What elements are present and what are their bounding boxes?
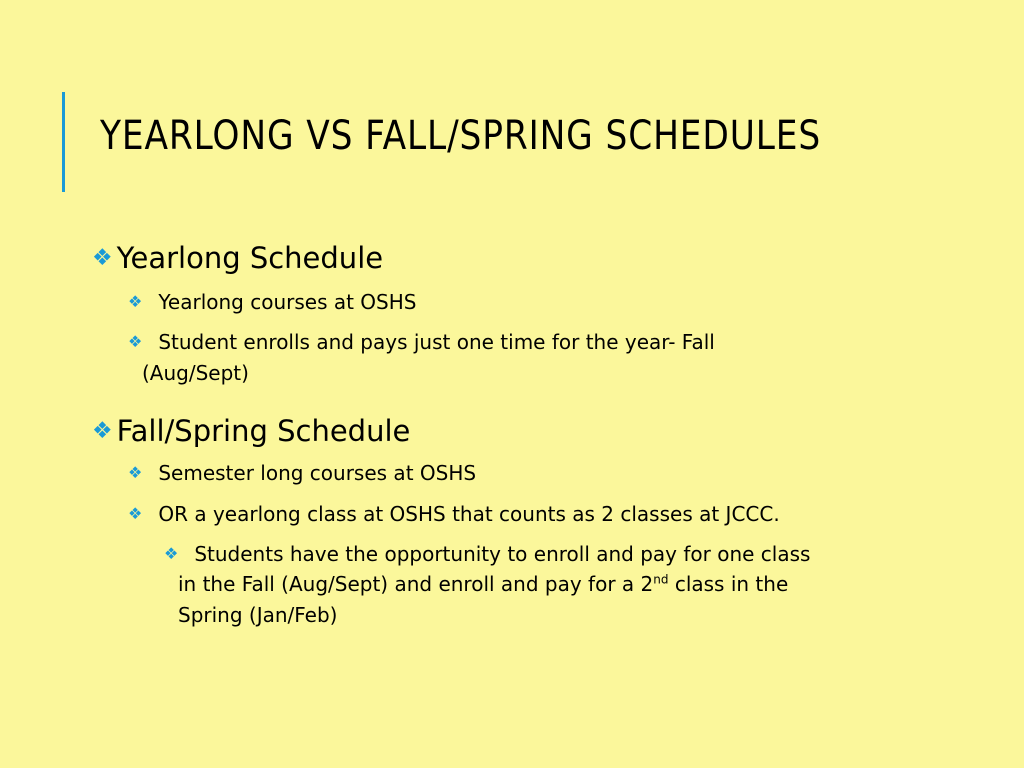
- diamond-bullet-icon: ❖: [128, 504, 143, 523]
- diamond-bullet-icon: ❖: [164, 544, 179, 563]
- diamond-bullet-icon: ❖: [128, 463, 143, 482]
- sub-list-item-continuation-2: Spring (Jan/Feb): [178, 603, 338, 627]
- section-heading-label: Fall/Spring Schedule: [116, 414, 411, 448]
- diamond-bullet-icon: ❖: [128, 292, 143, 311]
- list-item-label: Yearlong courses at OSHS: [158, 290, 417, 314]
- title-accent-bar: [62, 92, 65, 192]
- diamond-bullet-icon: ❖: [92, 418, 113, 444]
- sub-list-item-opportunity: [164, 539, 810, 569]
- section-heading-yearlong: [92, 241, 384, 275]
- continuation-text-end: class in the: [668, 572, 789, 596]
- list-item-yearlong-courses: [128, 287, 416, 317]
- list-item-continuation: (Aug/Sept): [142, 361, 249, 385]
- list-item-label: OR a yearlong class at OSHS that counts as 2 classes at JCCC.: [158, 502, 780, 526]
- slide-title: YEARLONG VS FALL/SPRING SCHEDULES: [100, 113, 822, 159]
- diamond-bullet-icon: ❖: [128, 332, 143, 351]
- list-item-semester-courses: [128, 458, 476, 488]
- list-item-yearlong-jccc: [128, 499, 780, 529]
- section-heading-fall-spring: [92, 414, 411, 448]
- diamond-bullet-icon: ❖: [92, 245, 113, 271]
- ordinal-suffix: nd: [653, 572, 669, 587]
- continuation-text: in the Fall (Aug/Sept) and enroll and pay for a 2: [178, 572, 654, 596]
- sub-list-item-continuation: [178, 569, 788, 599]
- section-heading-label: Yearlong Schedule: [116, 241, 384, 275]
- sub-list-item-label: Students have the opportunity to enroll and pay for one class: [194, 542, 811, 566]
- list-item-label: Semester long courses at OSHS: [158, 461, 477, 485]
- list-item-label: Student enrolls and pays just one time for the year- Fall: [158, 330, 715, 354]
- list-item-enroll-once: [128, 327, 715, 357]
